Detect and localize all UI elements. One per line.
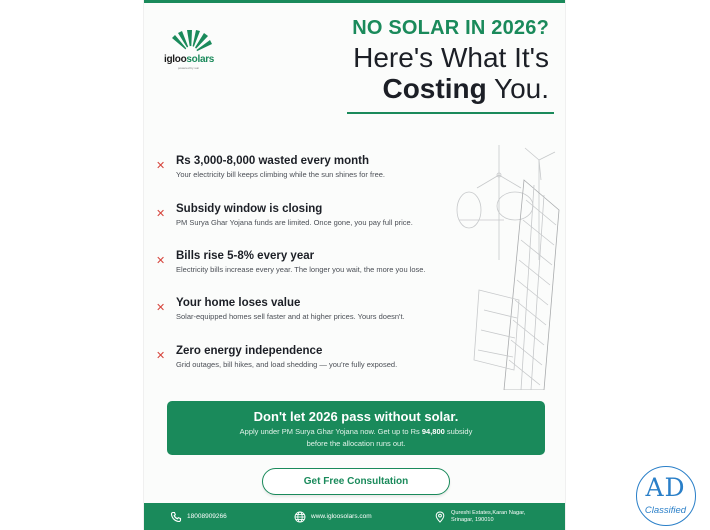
badge-ad-text: AD <box>645 473 686 502</box>
cross-icon: ✕ <box>156 302 166 314</box>
address-line2: Srinagar, 190010 <box>451 516 494 523</box>
top-accent-bar <box>144 0 566 3</box>
cross-icon: ✕ <box>156 160 166 172</box>
cta-subtitle-end: subsidy <box>444 427 473 436</box>
headline-line2: Here's What It's <box>353 42 549 73</box>
headline-line3 <box>382 73 549 105</box>
point-title: Subsidy window is closing <box>176 203 323 215</box>
headline-line3-rest: You. <box>486 73 549 104</box>
headline-bold-word: Costing <box>382 73 487 104</box>
footer-website[interactable] <box>294 503 372 530</box>
headline-underline <box>347 112 554 114</box>
cta-subtitle-start: Apply under PM Surya Ghar Yojana now. Get up to Rs <box>239 427 422 436</box>
point-title: Zero energy independence <box>176 345 323 357</box>
address-text <box>451 510 525 524</box>
contact-footer <box>144 503 566 530</box>
cta-banner <box>167 401 545 455</box>
brand-name-part1: igloo <box>164 54 187 65</box>
ad-poster <box>143 0 566 530</box>
footer-address <box>434 503 525 530</box>
badge-classified-text: Classified <box>644 505 687 516</box>
headline-question: NO SOLAR IN 2026? <box>352 17 549 39</box>
footer-phone[interactable] <box>170 503 227 530</box>
logo-sun-icon <box>168 30 214 54</box>
website-url: www.igloosolars.com <box>311 513 372 520</box>
globe-icon <box>294 511 306 523</box>
phone-icon <box>170 511 182 523</box>
cross-icon: ✕ <box>156 255 166 267</box>
point-title: Rs 3,000-8,000 wasted every month <box>176 155 370 167</box>
point-description: PM Surya Ghar Yojana funds are limited. Once gone, you pay full price. <box>176 218 413 227</box>
get-free-consultation-button[interactable]: Get Free Consultation <box>262 468 450 495</box>
ad-classified-badge <box>636 466 696 526</box>
location-pin-icon <box>434 511 446 523</box>
point-title: Bills rise 5-8% every year <box>176 250 315 262</box>
point-description: Grid outages, bill hikes, and load shedding — you're fully exposed. <box>176 360 398 369</box>
brand-name-part2: solars <box>186 54 215 65</box>
point-description: Solar-equipped homes sell faster and at higher prices. Yours doesn't. <box>176 312 405 321</box>
phone-number: 18008909266 <box>187 513 227 520</box>
cross-icon: ✕ <box>156 208 166 220</box>
cta-title: Don't let 2026 pass without solar. <box>253 409 459 424</box>
point-description: Your electricity bill keeps climbing while the sun shines for free. <box>176 170 385 179</box>
cta-subtitle <box>167 427 545 436</box>
brand-logo <box>164 30 219 70</box>
cross-icon: ✕ <box>156 350 166 362</box>
wind-turbine-illustration <box>429 140 566 390</box>
brand-name <box>164 54 214 65</box>
point-title: Your home loses value <box>176 297 301 309</box>
subsidy-amount: 94,800 <box>421 427 445 436</box>
point-description: Electricity bills increase every year. The longer you wait, the more you lose. <box>176 265 426 274</box>
address-line1: Qureshi Estates,Karan Nagar, <box>451 509 526 516</box>
cta-subtitle-line2: before the allocation runs out. <box>306 439 406 448</box>
brand-tagline: powered by sun <box>178 66 200 70</box>
